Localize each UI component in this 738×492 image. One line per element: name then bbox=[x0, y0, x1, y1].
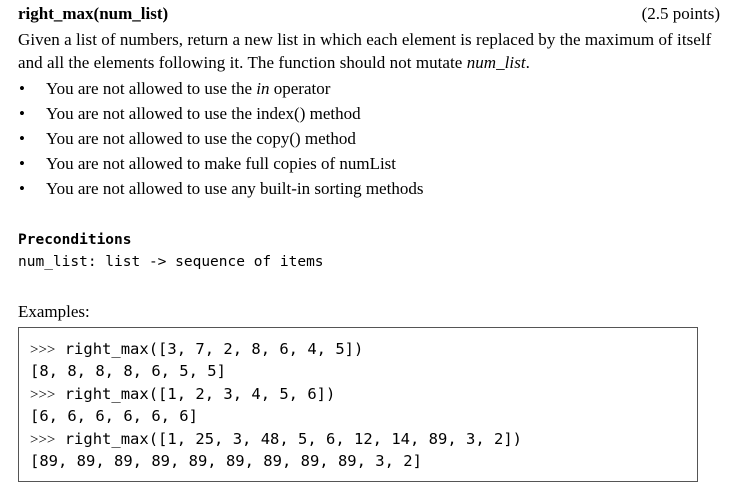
prompt-marker: >>> bbox=[30, 386, 56, 403]
rule-item bbox=[18, 151, 722, 176]
example-input: right_max([1, 2, 3, 4, 5, 6]) bbox=[55, 384, 336, 403]
example-input-line bbox=[30, 383, 687, 405]
examples-label: Examples: bbox=[18, 302, 90, 321]
rule-text: You are not allowed to use any built-in sorting methods bbox=[46, 179, 424, 198]
prompt-marker: >>> bbox=[30, 342, 56, 358]
rule-text: You are not allowed to use the bbox=[46, 79, 257, 98]
rule-item bbox=[18, 101, 722, 126]
description-param: num_list bbox=[466, 53, 526, 72]
points-label: (2.5 points) bbox=[641, 4, 720, 23]
rule-text: You are not allowed to use the copy() method bbox=[46, 129, 356, 148]
example-input: right_max([3, 7, 2, 8, 6, 4, 5]) bbox=[55, 340, 364, 358]
description-text: Given a list of numbers, return a new list in which each element is replaced by the maximum of itself and all the elements following it. The function should not mutate bbox=[18, 30, 712, 72]
example-output-line: [6, 6, 6, 6, 6, 6] bbox=[30, 407, 198, 426]
bullet-icon: • bbox=[19, 154, 25, 173]
example-output-line: [89, 89, 89, 89, 89, 89, 89, 89, 89, 3, 2] bbox=[30, 451, 422, 470]
rule-emphasis: in bbox=[256, 79, 270, 98]
rule-text-end: operator bbox=[269, 79, 331, 98]
rule-item bbox=[18, 126, 722, 151]
rule-text: You are not allowed to make full copies of numList bbox=[46, 154, 397, 173]
example-output-line: [8, 8, 8, 8, 6, 5, 5] bbox=[30, 362, 226, 381]
function-title: right_max(num_list) bbox=[18, 4, 169, 23]
example-input: right_max([1, 25, 3, 48, 5, 6, 12, 14, 89, 3, 2]) bbox=[55, 429, 522, 448]
title-row bbox=[18, 4, 722, 28]
problem-description bbox=[18, 28, 722, 74]
example-input-line bbox=[30, 338, 687, 360]
rule-text: You are not allowed to use the index() method bbox=[46, 104, 361, 123]
bullet-icon: • bbox=[19, 104, 25, 123]
example-input-line bbox=[30, 428, 687, 450]
examples-code-box bbox=[18, 327, 698, 482]
description-end: . bbox=[525, 53, 530, 72]
bullet-icon: • bbox=[19, 79, 25, 98]
preconditions-body: num_list: list -> sequence of items bbox=[18, 254, 324, 270]
preconditions-heading: Preconditions bbox=[18, 232, 132, 248]
problem-document bbox=[18, 4, 722, 482]
bullet-icon: • bbox=[19, 179, 25, 198]
rule-item bbox=[18, 176, 722, 201]
bullet-icon: • bbox=[19, 129, 25, 148]
rule-item bbox=[18, 76, 722, 101]
prompt-marker: >>> bbox=[30, 431, 56, 448]
rules-list bbox=[18, 76, 722, 201]
